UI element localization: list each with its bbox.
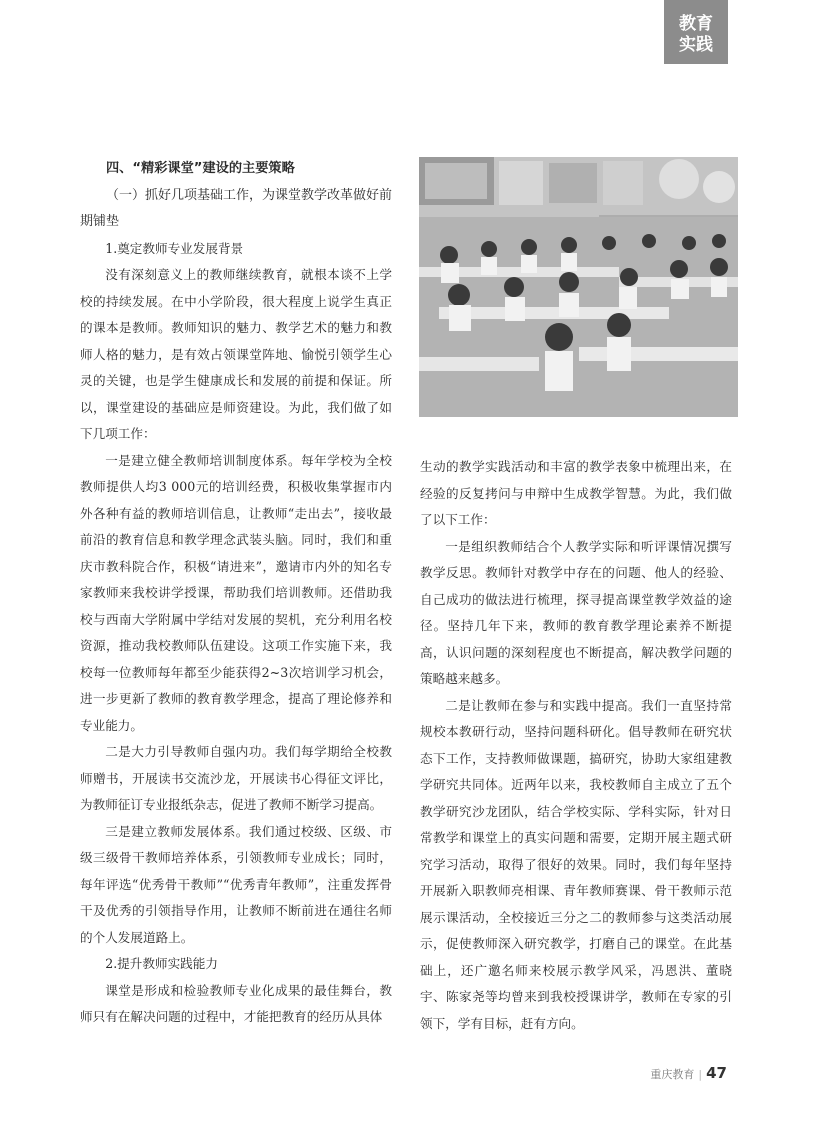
left-column (80, 150, 392, 1031)
classroom-photo (419, 157, 738, 417)
page-footer (650, 1064, 727, 1082)
section-tab (664, 0, 728, 64)
paragraph: 二是让教师在参与和实践中提高。我们一直坚持常规校本教研行动，坚持问题科研化。倡导教师在研究状态下工作，支持教师做课题，搞研究，协助大家组建教学研究共同体。近两年以来，我校教师自主成立了五个教学研究沙龙团队，结合学校实际、学科实际，针对日常教学和课堂上的真实问题和需要，定期开展主题式研究学习活动，取得了很好的效果。同时，我们每年坚持开展新入职教师亮相课、青年教师赛课、骨干教师示范展示课活动，全校接近三分之二的教师参与这类活动展示，促使教师深入研究教学，打磨自己的课堂。在此基础上，还广邀名师来校展示教学风采，冯恩洪、董晓宇、陈家尧等均曾来到我校授课讲学，教师在专家的引领下，学有目标，赶有方向。 (420, 697, 732, 1031)
paragraph: 一是建立健全教师培训制度体系。每年学校为全校教师提供人均3 000元的培训经费，积极收集掌握市内外各种有益的教师培训信息，让教师“走出去”，接收最前沿的教育信息和教学理念武装头脑。同时，我们和重庆市教科院合作，积极“请进来”，邀请市内外的知名专家教师来我校讲学授课，帮助我们培训教师。还借助我校与西南大学附属中学结对发展的契机，充分利用名校资源，推动我校教师队伍建设。这项工作实施下来，我校每一位教师每年都至少能获得2~3次培训学习机会，进一步更新了教师的教育教学理念，提高了理论修养和专业能力。 (80, 452, 392, 733)
section2-title: 2.提升教师实践能力 (105, 956, 218, 971)
section-tab-line2: 实践 (679, 35, 713, 55)
paragraph: 二是大力引导教师自强内功。我们每学期给全校教师赠书，开展读书交流沙龙，开展读书心得征文评比，为教师征订专业报纸杂志，促进了教师不断学习提高。 (80, 744, 392, 812)
paragraph: 一是组织教师结合个人教学实际和听评课情况撰写教学反思。教师针对教学中存在的问题、他人的经验、自己成功的做法进行梳理，探寻提高课堂教学效益的途径。坚持几年下来，教师的教育教学理论素养不断提高，认识问题的深刻程度也不断提高，解决教学问题的策略越来越多。 (420, 538, 732, 686)
classroom-illustration (419, 157, 738, 417)
subheading: （一）抓好几项基础工作，为课堂教学改革做好前期铺垫 (80, 187, 393, 229)
journal-name: 重庆教育 (650, 1068, 695, 1081)
section-heading: 四、“精彩课堂”建设的主要策略 (106, 161, 295, 176)
paragraph: 没有深刻意义上的教师继续教育，就根本谈不上学校的持续发展。在中小学阶段，很大程度上说学生真正的课本是教师。教师知识的魅力、教学艺术的魅力和教师人格的魅力，是有效占领课堂阵地、愉悦引领学生心灵的关键，也是学生健康成长和发展的前提和保证。所以，课堂建设的基础应是师资建设。为此，我们做了如下几项工作： (80, 267, 392, 441)
footer-separator: | (698, 1068, 703, 1081)
right-column (420, 454, 732, 1037)
page-number: 47 (706, 1064, 727, 1082)
section1-title: 1.奠定教师专业发展背景 (105, 240, 244, 256)
paragraph: 课堂是形成和检验教师专业化成果的最佳舞台，教师只有在解决问题的过程中，才能把教育的经历从具体 (80, 982, 392, 1024)
paragraph: 三是建立教师发展体系。我们通过校级、区级、市级三级骨干教师培养体系，引领教师专业成长；同时，每年评选“优秀骨干教师”“优秀青年教师”，注重发挥骨干及优秀的引领指导作用，让教师不断前进在通往名师的个人发展道路上。 (80, 823, 392, 945)
paragraph: 生动的教学实践活动和丰富的教学表象中梳理出来，在经验的反复拷问与申辩中生成教学智慧。为此，我们做了以下工作： (420, 459, 732, 527)
section-tab-line1: 教育 (679, 14, 713, 34)
